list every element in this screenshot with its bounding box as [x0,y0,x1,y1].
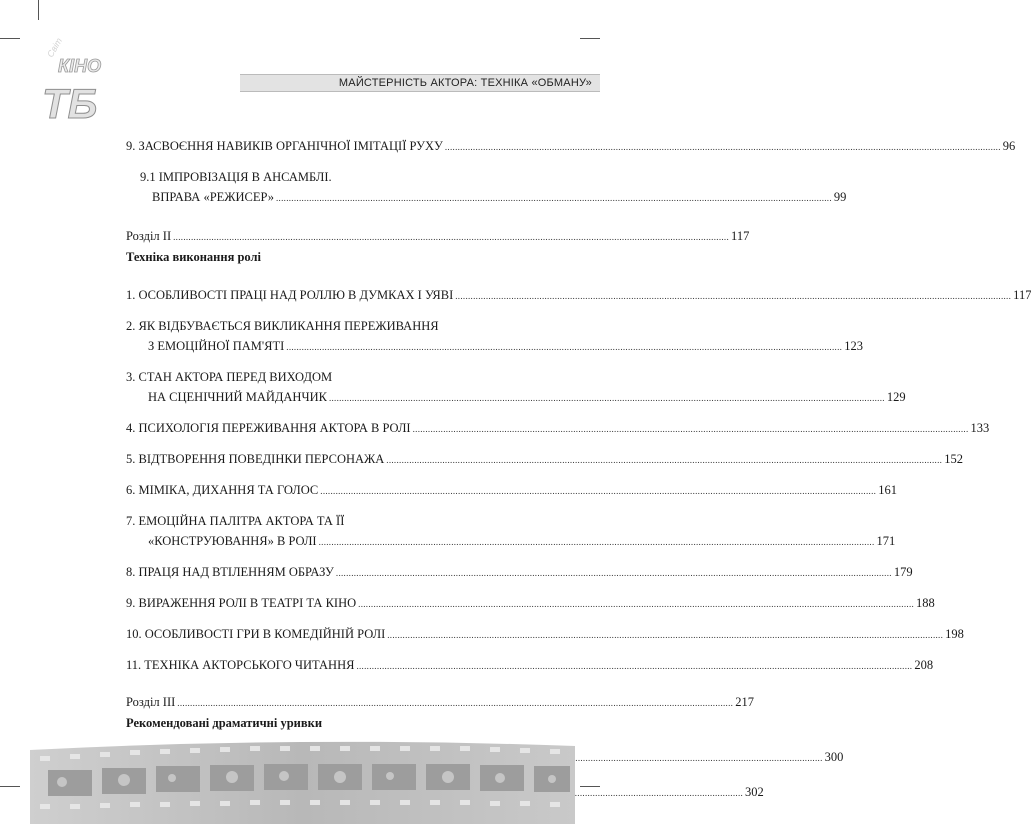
toc-page-number: 208 [914,658,934,672]
toc-entry [126,624,964,645]
toc-section-title: Техніка виконання ролі [126,250,261,264]
logo-text-small: Світ [45,36,65,59]
toc-entry-label-cont: З ЕМОЦІЙНОЇ ПАМ'ЯТІ [148,339,285,353]
toc-entry-label: 3. СТАН АКТОРА ПЕРЕД ВИХОДОМ [126,370,333,384]
toc-section-title: Рекомендовані драматичні уривки [126,716,323,730]
toc-dot-leader [286,337,842,357]
toc-entry-label: 9. ЗАСВОЄННЯ НАВИКІВ ОРГАНІЧНОЇ ІМІТАЦІЇ РУХУ [126,139,443,153]
toc-page-number: 123 [844,339,863,353]
toc-page-number: 117 [731,229,750,243]
toc-dot-leader [413,419,969,439]
toc-page-number: 161 [878,483,897,497]
logo-text-mid: КІНО [58,56,102,76]
logo-text-big: ТБ [42,80,98,127]
toc-page-number: 117 [1013,288,1031,302]
toc-dot-leader [336,563,892,583]
toc-entry-label-cont: ВПРАВА «РЕЖИСЕР» [152,190,274,204]
film-strip-decoration [0,736,600,824]
toc-page-number: 179 [893,565,913,579]
toc-dot-leader [177,693,733,713]
toc-page-number: 99 [833,190,847,204]
toc-entry [126,367,906,408]
toc-page-number: 133 [970,421,990,435]
toc-dot-leader [319,532,875,552]
toc-page-number: 129 [886,390,906,404]
toc-entry [126,655,934,676]
toc-dot-leader [455,286,1011,306]
toc-dot-leader [329,388,885,408]
toc-dot-leader [386,450,942,470]
crop-mark [580,38,600,39]
toc-page-number: 152 [944,452,963,466]
toc-entry-label-cont: НА СЦЕНІЧНИЙ МАЙДАНЧИК [148,390,327,404]
toc-section [126,692,754,733]
toc-entry [126,593,935,614]
toc-entry [126,316,863,357]
toc-dot-leader [445,137,1001,157]
toc-entry-label: 4. ПСИХОЛОГІЯ ПЕРЕЖИВАННЯ АКТОРА В РОЛІ [126,421,411,435]
toc-entry-label: 9.1 ІМПРОВІЗАЦІЯ В АНСАМБЛІ. [140,170,332,184]
toc-entry [126,480,897,501]
toc-page-number: 300 [824,750,844,764]
toc-entry-label: 7. ЕМОЦІЙНА ПАЛІТРА АКТОРА ТА ЇЇ [126,514,345,528]
toc-entry-label: 10. ОСОБЛИВОСТІ ГРИ В КОМЕДІЙНІЙ РОЛІ [126,627,386,641]
running-header-title: МАЙСТЕРНІСТЬ АКТОРА: ТЕХНІКА «ОБМАНУ» [338,77,592,89]
toc-dot-leader [358,594,914,614]
toc-entry-label: 1. ОСОБЛИВОСТІ ПРАЦІ НАД РОЛЛЮ В ДУМКАХ І УЯВІ [126,288,454,302]
toc-entry [126,562,913,583]
toc-dot-leader [320,481,876,501]
toc-entry-label: 2. ЯК ВІДБУВАЄТЬСЯ ВИКЛИКАННЯ ПЕРЕЖИВАННЯ [126,319,439,333]
toc-subentry [126,167,847,208]
toc-entry [126,285,1031,306]
toc-page-number: 198 [945,627,964,641]
toc-section-label: Розділ ІІІ [126,695,176,709]
toc-entry-label: 8. ПРАЦЯ НАД ВТІЛЕННЯМ ОБРАЗУ [126,565,334,579]
running-header [240,74,600,92]
toc-entry [126,136,1016,157]
toc-entry-label: 6. МІМІКА, ДИХАННЯ ТА ГОЛОС [126,483,319,497]
toc-page-number: 302 [745,785,764,799]
toc-page-number: 217 [735,695,754,709]
toc-dot-leader [387,625,943,645]
toc-page-number: 96 [1002,139,1016,153]
crop-mark [0,38,20,39]
toc-entry-label: 9. ВИРАЖЕННЯ РОЛІ В ТЕАТРІ ТА КІНО [126,596,357,610]
toc-entry [126,511,896,552]
toc-dot-leader [356,656,912,676]
toc-dot-leader [276,188,832,208]
table-of-contents [126,136,1031,813]
toc-page-number: 188 [916,596,935,610]
toc-section [126,226,750,267]
toc-entry [126,418,990,439]
crop-mark [38,0,39,20]
publisher-logo [38,36,108,127]
toc-entry-label: 5. ВІДТВОРЕННЯ ПОВЕДІНКИ ПЕРСОНАЖА [126,452,385,466]
toc-entry-label: 11. ТЕХНІКА АКТОРСЬКОГО ЧИТАННЯ [126,658,355,672]
toc-section-label: Розділ ІІ [126,229,172,243]
toc-dot-leader [173,227,729,247]
toc-entry [126,449,963,470]
toc-entry-label-cont: «КОНСТРУЮВАННЯ» В РОЛІ [148,534,317,548]
toc-page-number: 171 [876,534,896,548]
